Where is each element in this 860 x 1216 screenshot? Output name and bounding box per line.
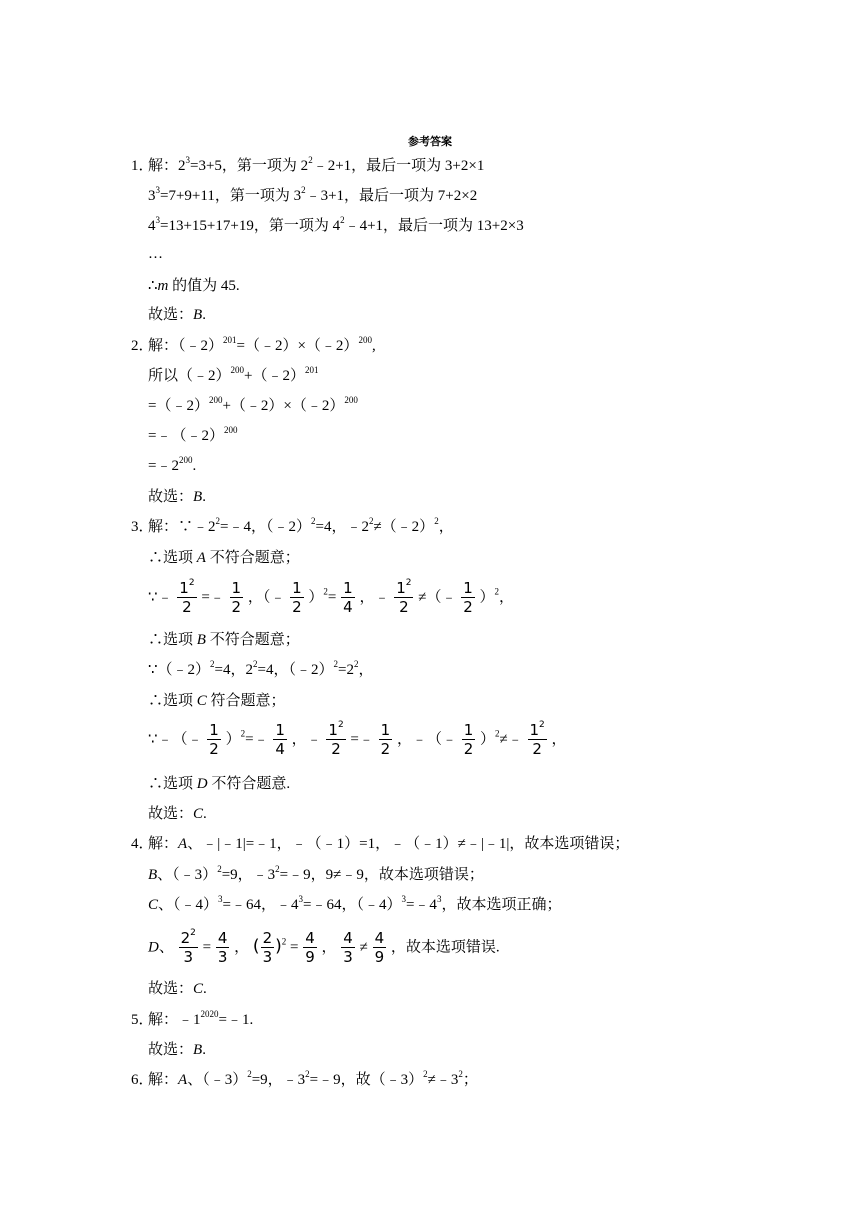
q3-line1: 解：$\because﹣2^2=﹣4$，（﹣2）$^2$=4，$﹣2^2\ne(﹣2)^2$， — [148, 516, 454, 535]
q1-conclusion: ∴m 的值为 45. — [148, 278, 240, 294]
q2-line3: =（﹣2）$^{200}$+（﹣2）×（﹣2）$^{200}$ — [148, 395, 358, 414]
q2-answer: 故选：B. — [148, 489, 206, 505]
q6-line1: 解：A、（﹣3）$^2$=9，$﹣3^2=﹣9$，故$(﹣3)^2\ne﹣3^2$； — [148, 1069, 478, 1088]
q2-line2: 所以（﹣2）$^{200}$+（﹣2）$^{201}$ — [148, 365, 319, 384]
fraction: $\frac{1^2}{2}$ — [396, 578, 412, 616]
q2-line4: =﹣（﹣2）$^{200}$ — [148, 425, 238, 444]
q1-line3: $4^3=13+15+17+19$，第一项为 $4^2﹣4+1$，最后一项为 13+2×3 — [148, 215, 524, 234]
q1-line1: 解：$2^3=3+5$，第一项为 $2^2﹣2+1$，最后一项为 3+2×1 — [148, 155, 485, 174]
fraction: $\frac{1^2}{2}$ — [328, 720, 344, 758]
q1-number: 1． — [131, 158, 154, 174]
fraction: $\frac{1}{2}$ — [231, 579, 242, 616]
q5-number: 5． — [131, 1012, 154, 1028]
q4-line1: 解：A、﹣|﹣1|=﹣1，﹣（﹣1）=1，﹣（﹣1）≠﹣|﹣1|，故本选项错误； — [148, 836, 630, 852]
q5-line1: 解：$﹣1^{2020}=﹣1$. — [148, 1009, 254, 1028]
fraction: $\frac{2^2}{3}$ — [180, 928, 196, 966]
fraction: $\frac{1}{2}$ — [292, 579, 302, 616]
left-paren: ( — [252, 936, 260, 957]
q5-answer: 故选：B. — [148, 1042, 206, 1058]
fraction: $\frac{1}{2}$ — [463, 721, 474, 758]
fraction: $\frac{4}{9}$ — [305, 929, 315, 966]
fraction: $\frac{4}{3}$ — [343, 929, 353, 966]
q1-answer: 故选：B. — [148, 307, 206, 323]
q4-line4: D、 $\frac{2^2}{3}$ = $\frac{4}{3}$ ， ( $\frac{2}{3}$ )$^2$ = $\frac{4}{9}$ ， $\frac{4}{3}$ ≠ $\frac{4}{9}$ ，故本选项错误. — [148, 928, 500, 966]
q6-number: 6． — [131, 1072, 154, 1088]
q4-line3: C、（﹣4）$^3$=﹣64，$﹣4^3=﹣64$，$(﹣4)^3=﹣4^3$，故本选项正确； — [148, 894, 562, 913]
q3-line7: ∵﹣（﹣ $\frac{1}{2}$ ）$^2$=﹣ $\frac{1}{4}$ ，﹣ $\frac{1^2}{2}$ =﹣ $\frac{1}{2}$ ，﹣（﹣ $\frac{1}{2}$ ）$^2$≠﹣ $\frac{1^2}{2}$ ， — [148, 720, 567, 758]
q1-ellipsis: … — [148, 246, 163, 262]
q4-number: 4． — [131, 836, 154, 852]
fraction: $\frac{1}{4}$ — [343, 579, 353, 616]
page-title: 参考答案 — [408, 135, 452, 148]
fraction: $\frac{1^2}{2}$ — [179, 578, 195, 616]
q3-line4: ∴选项 B 不符合题意； — [148, 632, 300, 648]
q3-line8: ∴选项 D 不符合题意. — [148, 776, 291, 792]
fraction: $\frac{4}{9}$ — [374, 929, 385, 966]
fraction: $\frac{1}{2}$ — [209, 721, 219, 758]
fraction: $\frac{4}{3}$ — [217, 929, 228, 966]
q2-number: 2． — [131, 338, 154, 354]
fraction: $\frac{1^2}{2}$ — [529, 720, 545, 758]
q3-line3: ∵﹣ $\frac{1^2}{2}$ =﹣ $\frac{1}{2}$ ，（﹣ $\frac{1}{2}$ ）$^2$= $\frac{1}{4}$ ，﹣ $\frac{1^2}{2}$ ≠（﹣ $\frac{1}{2}$ ）$^2$， — [148, 578, 515, 616]
fraction: $\frac{1}{4}$ — [275, 721, 285, 758]
q3-line2: ∴选项 A 不符合题意； — [148, 550, 300, 566]
q3-number: 3． — [131, 519, 154, 535]
q2-line5: $=﹣2^{200}$. — [148, 455, 197, 474]
q3-line6: ∴选项 C 符合题意； — [148, 693, 286, 709]
fraction: $\frac{1}{2}$ — [380, 721, 391, 758]
fraction: $\frac{1}{2}$ — [463, 579, 473, 616]
q2-line1: 解：（﹣2）$^{201}$=（﹣2）×（﹣2）$^{200}$, — [148, 335, 376, 354]
fraction: $\frac{2}{3}$ — [262, 929, 273, 966]
q3-line5: ∵（﹣2）$^2$=4，$2^2=4$，$(﹣2)^2=2^2$， — [148, 659, 374, 678]
q1-line2: $3^3=7+9+11$，第一项为 $3^2﹣3+1$，最后一项为 7+2×2 — [148, 185, 478, 204]
q4-answer: 故选：C. — [148, 981, 207, 997]
q4-line2: B、（﹣3）$^2$=9，$﹣3^2=﹣9$，9≠﹣9，故本选项错误； — [148, 864, 484, 883]
q3-answer: 故选：C. — [148, 806, 207, 822]
right-paren: ) — [275, 936, 282, 957]
